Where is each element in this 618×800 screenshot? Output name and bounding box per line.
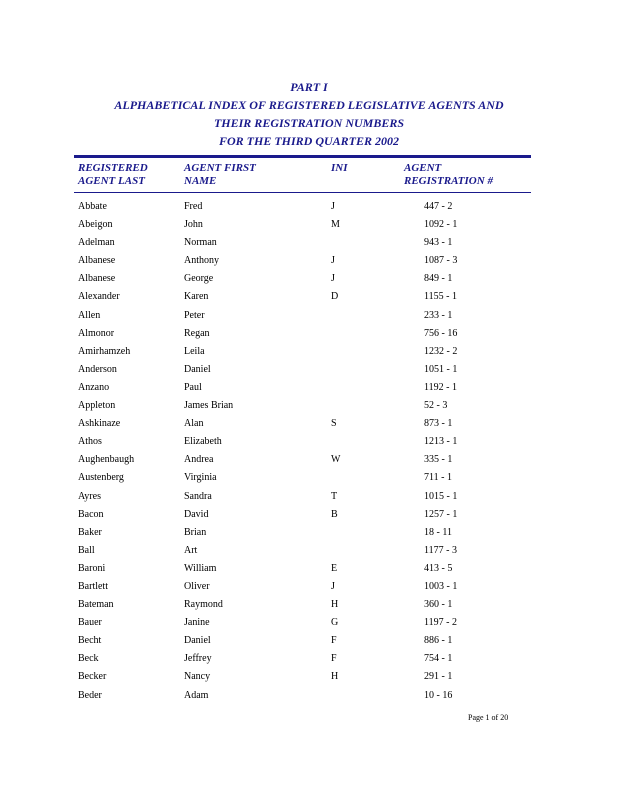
agent-registration-number: 1003 - 1 [424, 580, 458, 592]
agent-initial: D [331, 291, 339, 303]
agent-registration-number: 1177 - 3 [424, 544, 457, 556]
agent-first-name: Sandra [184, 490, 212, 502]
agent-last-name: Allen [78, 309, 101, 321]
table-row [0, 379, 618, 397]
agent-first-name: Virginia [184, 472, 217, 484]
table-row [0, 596, 618, 614]
agent-registration-number: 1257 - 1 [424, 508, 458, 520]
table-row [0, 307, 618, 325]
agent-registration-number: 1015 - 1 [424, 490, 458, 502]
document-header [0, 78, 618, 150]
agent-registration-number: 873 - 1 [424, 418, 453, 430]
agent-last-name: Almonor [78, 327, 115, 339]
agent-registration-number: 756 - 16 [424, 327, 458, 339]
agent-registration-number: 1213 - 1 [424, 436, 458, 448]
agent-first-name: Nancy [184, 671, 211, 683]
table-header-rule [74, 192, 531, 193]
column-header-registration [404, 162, 493, 188]
agent-first-name: William [184, 562, 217, 574]
table-row [0, 288, 618, 306]
agent-table-body [0, 198, 618, 705]
agent-last-name: Beder [78, 689, 102, 701]
table-row [0, 668, 618, 686]
agent-registration-number: 1051 - 1 [424, 363, 458, 375]
table-row [0, 650, 618, 668]
agent-initial: H [331, 671, 339, 683]
agent-initial: M [331, 219, 340, 231]
agent-last-name: Albanese [78, 255, 116, 267]
agent-initial: J [331, 201, 335, 212]
index-title-line-2: THEIR REGISTRATION NUMBERS [213, 116, 405, 130]
agent-last-name: Abeigon [78, 219, 113, 231]
agent-first-name: Andrea [184, 454, 214, 466]
agent-initial: F [331, 653, 337, 665]
agent-registration-number: 335 - 1 [424, 454, 453, 466]
agent-registration-number: 754 - 1 [424, 653, 453, 665]
agent-registration-number: 52 - 3 [424, 400, 448, 412]
agent-registration-number: 233 - 1 [424, 309, 453, 321]
column-header-first-name [184, 162, 256, 188]
table-row [0, 687, 618, 705]
agent-first-name: Anthony [184, 255, 219, 267]
agent-first-name: Norman [184, 237, 217, 249]
agent-initial: B [331, 508, 338, 520]
table-row [0, 270, 618, 288]
column-header-initial [331, 162, 348, 175]
agent-last-name: Albanese [78, 273, 116, 285]
table-row [0, 343, 618, 361]
table-row [0, 397, 618, 415]
agent-initial: J [331, 580, 335, 592]
page-number: Page 1 of 20 [468, 713, 509, 722]
agent-registration-number: 1092 - 1 [424, 219, 458, 231]
table-row [0, 578, 618, 596]
agent-last-name: Adelman [78, 237, 115, 249]
agent-first-name: Adam [184, 689, 209, 701]
agent-last-name: Ball [78, 544, 95, 556]
agent-first-name: Daniel [184, 635, 211, 647]
table-row [0, 325, 618, 343]
table-row [0, 560, 618, 578]
agent-registration-number: 711 - 1 [424, 472, 452, 484]
agent-last-name: Bartlett [78, 580, 108, 592]
agent-registration-number: 1155 - 1 [424, 291, 457, 303]
index-title-line-1: ALPHABETICAL INDEX OF REGISTERED LEGISLATIVE AGENTS AND [114, 98, 504, 112]
agent-first-name: Janine [184, 617, 210, 629]
table-row [0, 415, 618, 433]
table-row [0, 234, 618, 252]
column-header-first-line-1: AGENT FIRST [184, 162, 256, 174]
table-row [0, 252, 618, 270]
agent-initial: E [331, 562, 338, 574]
agent-first-name: Raymond [184, 599, 223, 611]
agent-registration-number: 1232 - 2 [424, 345, 458, 357]
agent-first-name: Brian [184, 526, 207, 538]
agent-first-name: Regan [184, 327, 210, 339]
table-row [0, 632, 618, 650]
agent-first-name: Karen [184, 291, 209, 303]
agent-registration-number: 10 - 16 [424, 689, 453, 701]
agent-initial: T [331, 490, 338, 502]
agent-last-name: Anzano [78, 381, 110, 393]
agent-last-name: Austenberg [78, 472, 124, 484]
agent-first-name: Elizabeth [184, 436, 222, 448]
agent-last-name: Alexander [78, 291, 120, 303]
agent-registration-number: 360 - 1 [424, 599, 453, 611]
agent-last-name: Baroni [78, 562, 106, 574]
part-title: PART I [290, 80, 328, 94]
agent-last-name: Ashkinaze [78, 418, 121, 430]
agent-first-name: Jeffrey [184, 653, 212, 665]
column-header-first-line-2: NAME [184, 175, 217, 187]
agent-last-name: Bateman [78, 599, 114, 611]
agent-last-name: Becht [78, 635, 102, 647]
agent-last-name: Appleton [78, 400, 116, 412]
agent-first-name: David [184, 508, 209, 520]
agent-initial: W [331, 454, 341, 466]
agent-last-name: Becker [78, 671, 107, 683]
agent-initial: G [331, 617, 339, 629]
agent-first-name: Fred [184, 201, 203, 212]
table-row [0, 542, 618, 560]
table-row [0, 451, 618, 469]
table-row [0, 614, 618, 632]
agent-registration-number: 18 - 11 [424, 526, 452, 538]
agent-registration-number: 291 - 1 [424, 671, 453, 683]
agent-first-name: Daniel [184, 363, 211, 375]
agent-last-name: Beck [78, 653, 99, 665]
agent-registration-number: 1087 - 3 [424, 255, 458, 267]
agent-first-name: Paul [184, 381, 202, 393]
table-row [0, 216, 618, 234]
agent-last-name: Baker [78, 526, 102, 538]
agent-first-name: Oliver [184, 580, 210, 592]
agent-initial: J [331, 255, 335, 267]
agent-last-name: Aughenbaugh [78, 454, 135, 466]
agent-registration-number: 886 - 1 [424, 635, 453, 647]
agent-last-name: Athos [78, 436, 102, 448]
table-row [0, 488, 618, 506]
agent-first-name: George [184, 273, 214, 285]
table-row [0, 198, 618, 216]
table-row [0, 506, 618, 524]
agent-registration-number: 413 - 5 [424, 562, 453, 574]
agent-last-name: Bacon [78, 508, 104, 520]
column-header-registration-line-1: AGENT [404, 162, 442, 174]
agent-initial: F [331, 635, 337, 647]
agent-first-name: Art [184, 544, 198, 556]
column-header-last-name [78, 162, 148, 188]
agent-initial: H [331, 599, 339, 611]
table-row [0, 524, 618, 542]
table-top-rule [74, 155, 531, 158]
agent-last-name: Amirhamzeh [78, 345, 131, 357]
agent-first-name: Peter [184, 309, 205, 321]
table-row [0, 433, 618, 451]
agent-last-name: Anderson [78, 363, 117, 375]
column-header-registration-line-2: REGISTRATION # [404, 175, 493, 187]
table-row [0, 361, 618, 379]
agent-initial: J [331, 273, 335, 285]
column-header-last-line-2: AGENT LAST [78, 175, 145, 187]
agent-registration-number: 1192 - 1 [424, 381, 457, 393]
agent-first-name: Leila [184, 345, 205, 357]
agent-initial: S [331, 418, 337, 430]
agent-first-name: James Brian [184, 400, 234, 412]
table-row [0, 469, 618, 487]
agent-registration-number: 943 - 1 [424, 237, 453, 249]
column-header-initial-line-1: INI [331, 162, 348, 174]
agent-last-name: Bauer [78, 617, 102, 629]
agent-first-name: John [184, 219, 203, 231]
agent-last-name: Ayres [78, 490, 101, 502]
agent-registration-number: 849 - 1 [424, 273, 453, 285]
quarter-title: FOR THE THIRD QUARTER 2002 [218, 134, 400, 148]
agent-registration-number: 447 - 2 [424, 201, 453, 212]
agent-first-name: Alan [184, 418, 204, 430]
agent-last-name: Abbate [78, 201, 107, 212]
agent-registration-number: 1197 - 2 [424, 617, 457, 629]
column-header-last-line-1: REGISTERED [78, 162, 148, 174]
